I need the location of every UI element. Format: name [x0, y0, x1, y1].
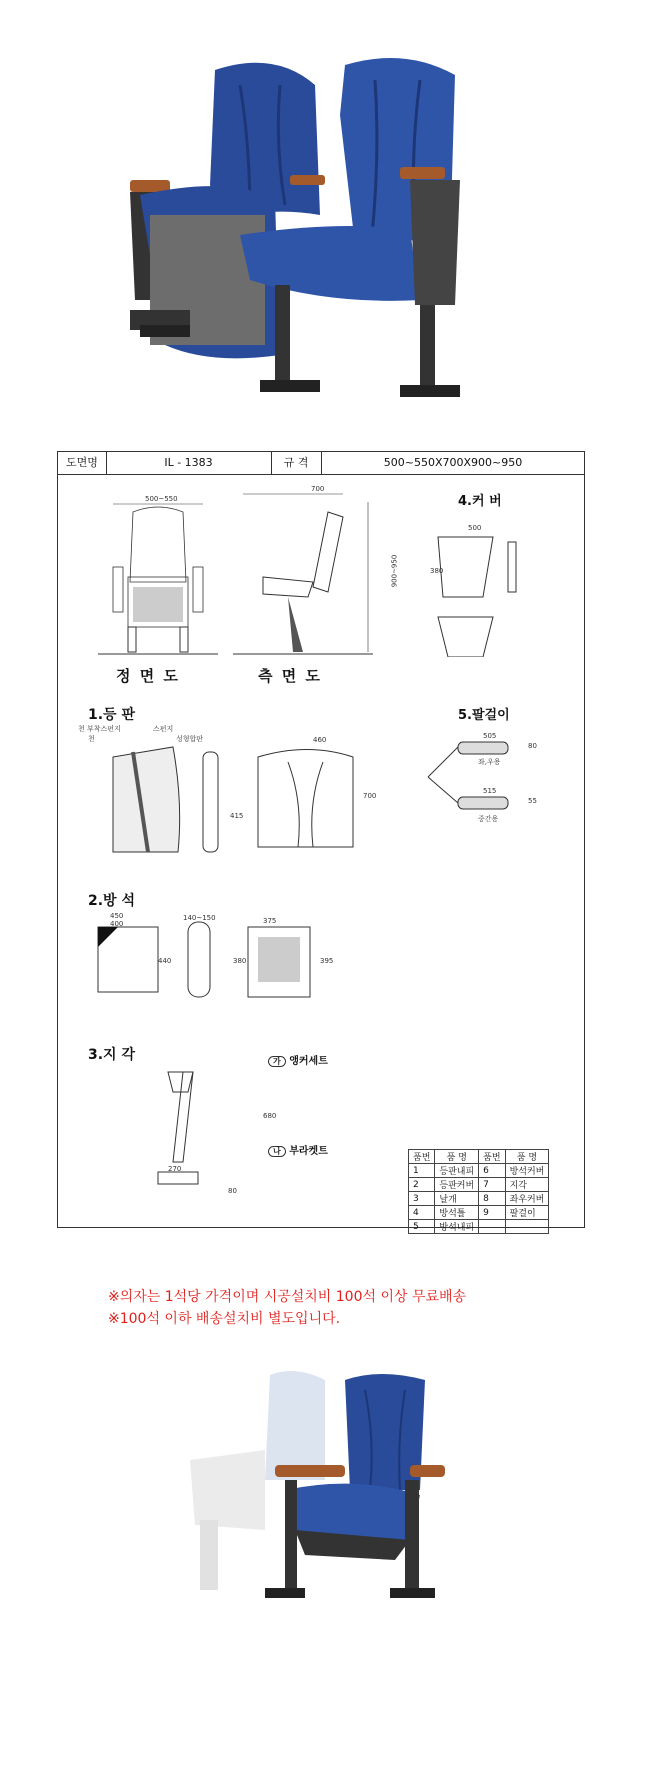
shipping-notice — [108, 1286, 466, 1330]
cushion-dim-0: 450 — [110, 912, 124, 920]
cushion-dim-1: 400 — [110, 920, 124, 928]
armrest-dim-0: 505 — [483, 732, 497, 740]
legs-dim-foot: 80 — [228, 1187, 237, 1195]
backrest-dim-height: 700 — [363, 792, 377, 800]
front-view-title: 정 면 도 — [116, 667, 180, 685]
product-photo-single-chair — [185, 1370, 455, 1605]
cover-dim-height: 380 — [430, 567, 444, 575]
backrest-drawings — [98, 742, 458, 872]
armrest-dim-3: 55 — [528, 797, 537, 805]
armrest-type-side: 좌,우용 — [478, 758, 501, 766]
legs-section-title: 3.지 각 — [88, 1047, 135, 1063]
front-view-drawing — [98, 492, 218, 657]
legs-drawing — [138, 1062, 258, 1192]
parts-table-header: 품번 품 명 품번 품 명 — [409, 1150, 549, 1164]
table-row: 3 날개 8 좌우커버 — [409, 1192, 549, 1206]
notice-line-2: ※100석 이하 배송설치비 별도입니다. — [108, 1311, 341, 1327]
table-row: 1 등판내피 6 방석커버 — [409, 1164, 549, 1178]
notice-line-1: ※의자는 1석당 가격이며 시공설치비 100석 이상 무료배송 — [108, 1289, 467, 1305]
backrest-label-2: 스펀지 — [153, 725, 174, 733]
backrest-label-3: 성형합판 — [176, 735, 204, 743]
product-photo-double-chair — [110, 55, 540, 425]
cushion-dim-4: 375 — [263, 917, 277, 925]
cover-dim-width: 500 — [468, 524, 482, 532]
cushion-dim-3: 140~150 — [183, 914, 216, 922]
cover-section-title: 4.커 버 — [458, 494, 502, 509]
cushion-dim-5: 380 — [233, 957, 247, 965]
cushion-dim-6: 395 — [320, 957, 334, 965]
anchor-badge: 가 — [268, 1056, 286, 1067]
front-width-dim: 500~550 — [145, 495, 178, 503]
cushion-dim-2: 440 — [158, 957, 172, 965]
legs-dim-height: 680 — [263, 1112, 277, 1120]
side-height-dim: 900~950 — [390, 554, 399, 588]
backrest-dim-width: 460 — [313, 736, 327, 744]
side-depth-dim: 700 — [311, 485, 325, 493]
spec-drawing-sheet — [57, 451, 585, 1233]
backrest-dim-inner: 415 — [230, 812, 244, 820]
bracket-label — [268, 1142, 328, 1157]
side-view-title: 측 면 도 — [258, 667, 322, 685]
table-row: 4 방석틀 9 팔걸이 — [409, 1206, 549, 1220]
legs-dim-base: 270 — [168, 1165, 182, 1173]
armrest-type-middle: 중간용 — [478, 815, 499, 823]
armrest-dim-2: 515 — [483, 787, 497, 795]
anchor-set-label — [268, 1052, 328, 1067]
anchor-set-text: 앵커세트 — [289, 1056, 328, 1067]
table-row: 2 등판커버 7 지각 — [409, 1178, 549, 1192]
spec-header — [58, 452, 584, 475]
table-row: 5 방석내피 — [409, 1220, 549, 1234]
bracket-badge: 나 — [268, 1146, 286, 1157]
backrest-label-1: 천 — [88, 735, 95, 743]
drawing-label: 도면명 — [58, 452, 107, 474]
cushion-drawings — [93, 912, 353, 1002]
spec-label: 규 격 — [271, 452, 322, 474]
armrest-section-title: 5.팔걸이 — [458, 708, 510, 723]
backrest-section-title: 1.등 판 — [88, 707, 135, 723]
parts-table — [408, 1149, 549, 1234]
armrest-drawing — [418, 727, 538, 827]
armrest-dim-1: 80 — [528, 742, 537, 750]
backrest-label-0: 천 부착스펀지 — [78, 725, 121, 733]
bracket-text: 부라켓트 — [289, 1146, 328, 1157]
side-view-drawing — [233, 482, 383, 657]
cushion-section-title: 2.방 석 — [88, 893, 135, 909]
model-number: IL - 1383 — [106, 452, 272, 474]
spec-value: 500~550X700X900~950 — [383, 456, 523, 469]
